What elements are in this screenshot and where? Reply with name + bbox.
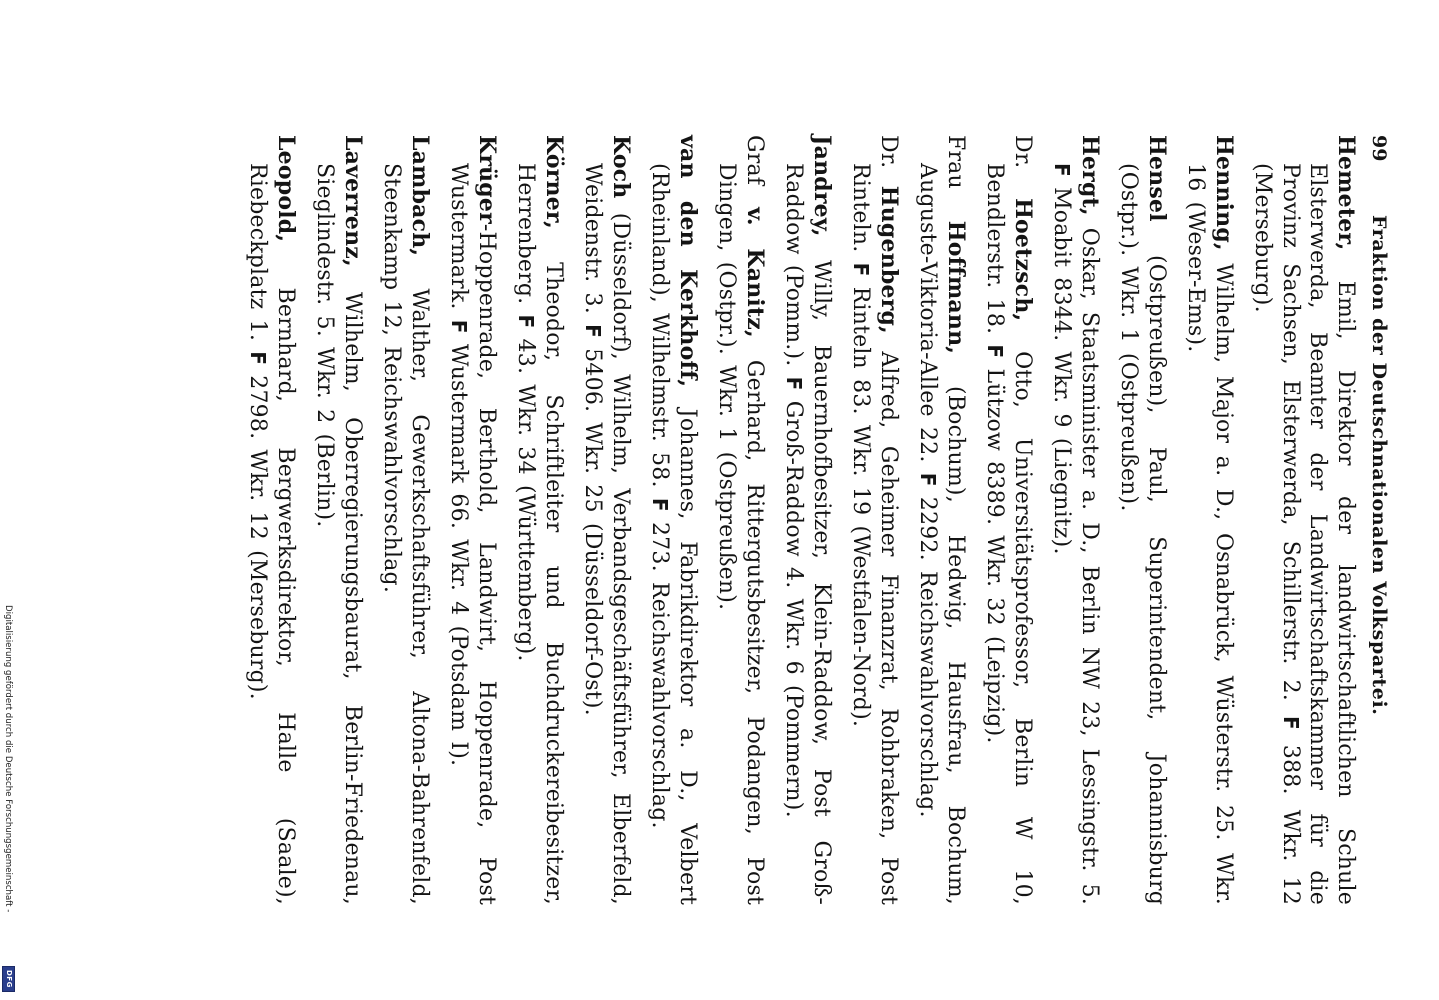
- member-entry: [847, 135, 902, 905]
- phone-marker: F: [849, 262, 874, 277]
- member-name: Hugenberg,: [876, 185, 902, 334]
- rotated-text-column: [70, 135, 1390, 905]
- phone-marker: F: [782, 376, 807, 391]
- member-name: Leopold,: [273, 135, 299, 243]
- member-name: Jandrey,: [809, 135, 835, 237]
- member-entry: [512, 135, 567, 905]
- member-details: Emil, Direktor der landwirtschaftlichen Schule Elsterwerda, Beamter der Landwirtschaftskammer für die Provinz Sachsen, Elsterwerda, Schillerstr. 2.: [1278, 163, 1358, 905]
- member-constituency: 388. Wkr. 12 (Merseburg).: [1250, 163, 1303, 905]
- member-details: -Hoppenrade, Berthold, Landwirt, Hoppenrade, Post Wustermark.: [446, 163, 499, 905]
- phone-marker: F: [246, 351, 271, 366]
- phone-marker: F: [447, 319, 472, 334]
- member-details: Gerhard, Rittergutsbesitzer, Podangen, Post Dingen, (Ostpr.). Wkr. 1 (Ostpreußen).: [714, 163, 767, 906]
- member-details: Wilhelm, Major a. D., Osnabrück, Wüsterstr. 25. Wkr. 16 (Weser-Ems).: [1183, 163, 1236, 905]
- member-details: Wilhelm, Oberregierungsbaurat, Berlin-Friedenau, Sieglindestr. 5. Wkr. 2 (Berlin).: [312, 163, 365, 905]
- member-name: Koch: [608, 135, 634, 199]
- member-constituency: Groß-Raddow 4. Wkr. 6 (Pommern).: [781, 390, 807, 818]
- member-details: Oskar, Staatsminister a. D., Berlin NW 23, Lessingstr. 5.: [1077, 215, 1102, 905]
- member-details: (Bochum), Hedwig, Hausfrau, Bochum, Auguste-Viktoria-Allee 22.: [915, 163, 968, 905]
- member-details: Theodor, Schriftleiter und Buchdruckereibesitzer, Herrenberg.: [513, 163, 566, 905]
- member-entry: [1048, 135, 1103, 905]
- running-head: Fraktion der Deutschnationalen Volkspartei.: [1368, 215, 1390, 716]
- member-entry: [579, 135, 634, 905]
- member-entry: [244, 135, 299, 905]
- member-title: Dr.: [876, 135, 901, 186]
- member-entry: [1249, 135, 1359, 905]
- phone-marker: F: [983, 344, 1008, 359]
- member-details: (Düsseldorf), Wilhelm, Verbandsgeschäftsführer, Elberfeld, Weidenstr. 3.: [580, 163, 633, 905]
- member-constituency: 5406. Wkr. 25 (Düsseldorf-Ost).: [580, 338, 606, 716]
- member-entry: [713, 135, 768, 905]
- phone-marker: F: [514, 314, 539, 329]
- phone-marker: F: [581, 324, 606, 339]
- member-details: Willy, Bauernhofbesitzer, Klein-Raddow, Post Groß-Raddow (Pomm.).: [781, 163, 834, 905]
- member-constituency: Rinteln 83. Wkr. 19 (Westfalen-Nord).: [848, 276, 874, 728]
- member-name: Hoetzsch,: [1010, 198, 1036, 322]
- member-title: Graf: [742, 135, 767, 208]
- page-number: 99: [1368, 135, 1390, 162]
- phone-marker: F: [1279, 716, 1303, 730]
- member-constituency: Moabit 8344. Wkr. 9 (Liegnitz).: [1049, 176, 1075, 555]
- member-name: Hensel: [1144, 135, 1170, 222]
- phone-marker: F: [1050, 163, 1075, 177]
- member-entry: [311, 135, 366, 905]
- member-details: Alfred, Geheimer Finanzrat, Rohbraken, Post Rinteln.: [848, 163, 901, 905]
- member-entry: [981, 135, 1036, 905]
- member-details: Bernhard, Bergwerksdirektor, Halle (Saale), Riebeckplatz 1.: [245, 163, 298, 905]
- scan-sidebar: [0, 0, 14, 1000]
- member-title: Dr.: [1010, 135, 1035, 199]
- member-name: Laverrenz,: [340, 135, 366, 267]
- member-name: Hemeter,: [1333, 135, 1359, 251]
- member-entry: [445, 135, 500, 905]
- member-name: Lambach,: [407, 135, 433, 257]
- member-constituency: 273. Reichswahlvorschlag.: [647, 511, 673, 829]
- member-details: Otto, Universitätsprofessor, Berlin W 10, Bendlerstr. 18.: [982, 163, 1035, 905]
- member-name: Hergt,: [1077, 135, 1103, 216]
- member-constituency: 2292. Reichswahlvorschlag.: [915, 486, 941, 818]
- member-constituency: 2798. Wkr. 12 (Merseburg).: [245, 365, 271, 700]
- member-details: (Ostpreußen), Paul, Superintendent, Johannisburg (Ostpr.). Wkr. 1 (Ostpreußen).: [1116, 163, 1169, 905]
- member-entry: [1115, 135, 1170, 905]
- page-header: [1360, 135, 1390, 905]
- phone-marker: F: [648, 497, 673, 512]
- funding-credit: Digitalisierung gefördert durch die Deutsche Forschungsgemeinschaft -: [3, 605, 13, 913]
- member-name: Körner,: [541, 135, 567, 229]
- member-constituency: Wustermark 66. Wkr. 4 (Potsdam I).: [446, 333, 472, 767]
- member-details: Walther, Gewerkschaftsführer, Altona-Bahrenfeld, Steenkamp 12, Reichswahlvorschlag.: [379, 163, 432, 905]
- member-name: Hoffmann,: [943, 220, 969, 355]
- member-entry: [914, 135, 969, 905]
- member-entry: [1182, 135, 1237, 905]
- dfg-logo-text: DFG: [5, 970, 13, 988]
- dfg-logo: [2, 966, 15, 992]
- member-details: Johannes, Fabrikdirektor a. D., Velbert (Rheinland), Wilhelmstr. 58.: [647, 163, 700, 906]
- member-name: v. Kanitz,: [742, 207, 768, 338]
- member-entry: [780, 135, 835, 905]
- member-list: [244, 135, 1359, 905]
- member-name: Krüger: [474, 135, 500, 224]
- member-title: Frau: [943, 135, 968, 221]
- phone-marker: F: [916, 472, 941, 487]
- member-constituency: Lützow 8389. Wkr. 32 (Leipzig).: [982, 358, 1008, 744]
- member-constituency: 43. Wkr. 34 (Württemberg).: [513, 328, 539, 662]
- member-name: Henning,: [1211, 135, 1237, 251]
- member-name: van den Kerkhoff,: [675, 135, 701, 388]
- member-entry: [378, 135, 433, 905]
- member-entry: [646, 135, 701, 905]
